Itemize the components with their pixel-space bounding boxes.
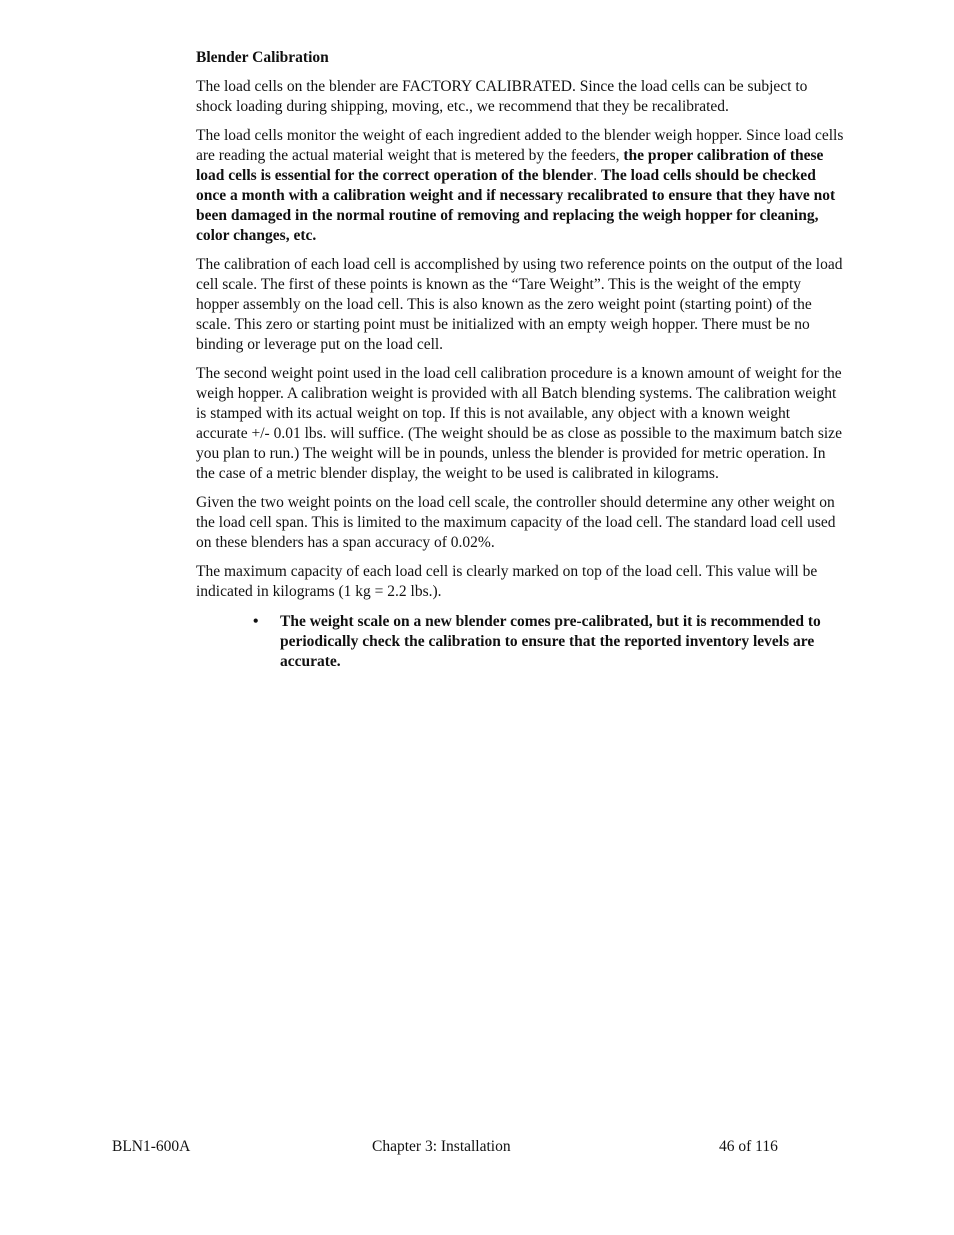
p2-separator: . bbox=[593, 167, 601, 184]
paragraph-tare-weight: The calibration of each load cell is accomplished by using two reference points on the output of the load cell scale. The first of these points is known as the “Tare Weight”. This is the weight of the empty hopper assembly on the load cell. This is also known as the zero weight point (starting point) of the scale. This zero or starting point must be initialized with an empty weigh hopper. There must be no binding or leverage put on the load cell. bbox=[196, 256, 843, 353]
footer-chapter: Chapter 3: Installation bbox=[372, 1138, 511, 1155]
bullet-item-precalibrated bbox=[253, 612, 844, 672]
footer-page-number: 46 of 116 bbox=[719, 1138, 778, 1155]
section-heading: Blender Calibration bbox=[196, 49, 329, 66]
p2-bold-essential: the proper calibration of these load cells is essential for the correct operation of the blender bbox=[196, 147, 824, 184]
document-body bbox=[196, 48, 844, 672]
paragraph-max-capacity: The maximum capacity of each load cell is clearly marked on top of the load cell. This value will be indicated in kilograms (1 kg = 2.2 lbs.). bbox=[196, 563, 818, 600]
bullet-text: The weight scale on a new blender comes pre-calibrated, but it is recommended to periodically check the calibration to ensure that the reported inventory levels are accurate. bbox=[280, 613, 821, 670]
p2-bold-monthly-check: The load cells should be checked once a month with a calibration weight and if necessary recalibrated to ensure that they have not been damaged in the normal routine of removing and replacing the weigh hopper for cleaning, color changes, etc. bbox=[196, 167, 836, 244]
p2-text: The load cells monitor the weight of each ingredient added to the blender weigh hopper. Since load cells are reading the actual material weight that is metered by the feeders, bbox=[196, 127, 844, 164]
footer-doc-id: BLN1-600A bbox=[112, 1138, 191, 1155]
paragraph-load-cells-monitor bbox=[196, 126, 844, 246]
paragraph-span-accuracy: Given the two weight points on the load cell scale, the controller should determine any other weight on the load cell span. This is limited to the maximum capacity of the load cell. The standard load cell used on these blenders has a span accuracy of 0.02%. bbox=[196, 494, 836, 551]
bullet-marker: • bbox=[253, 613, 259, 630]
paragraph-factory-calibrated: The load cells on the blender are FACTORY CALIBRATED. Since the load cells can be subject to shock loading during shipping, moving, etc., we recommend that they be recalibrated. bbox=[196, 78, 808, 115]
paragraph-second-weight-point: The second weight point used in the load cell calibration procedure is a known amount of weight for the weigh hopper. A calibration weight is provided with all Batch blending systems. The calibration weight is stamped with its actual weight on top. If this is not available, any object with a known weight accurate +/- 0.01 lbs. will suffice. (The weight should be as close as possible to the maximum batch size you plan to run.) The weight will be in pounds, unless the blender is provided for metric operation. In the case of a metric blender display, the weight to be used is calibrated in kilograms. bbox=[196, 365, 842, 482]
